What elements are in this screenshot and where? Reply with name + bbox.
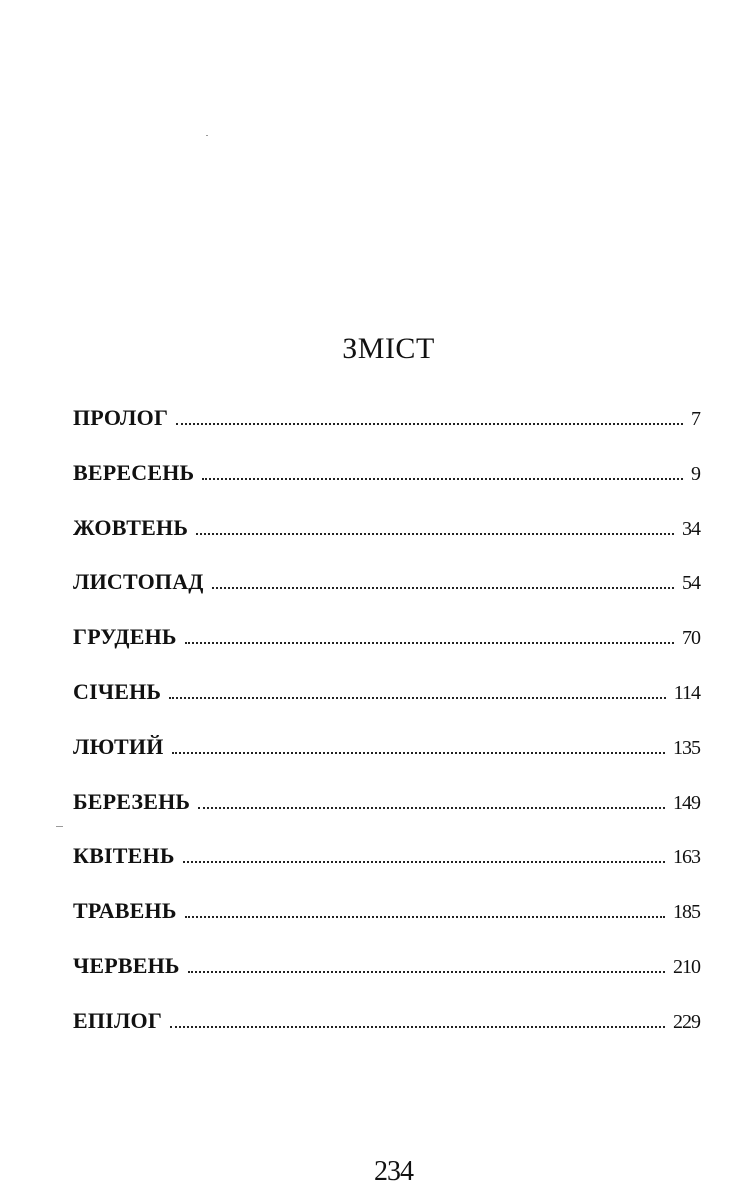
toc-entry-label: ЖОВТЕНЬ — [73, 514, 189, 540]
toc-entry-label: ПРОЛОГ — [73, 405, 169, 430]
toc-entry-label: ЕПІЛОГ — [73, 1007, 163, 1033]
dot-leader — [196, 533, 674, 535]
dot-leader — [185, 916, 665, 918]
toc-entry-may — [73, 898, 700, 953]
toc-entry-label: ГРУДЕНЬ — [73, 624, 177, 650]
toc-entry-page: 7 — [691, 408, 700, 430]
toc-entry-september — [73, 460, 700, 515]
scan-speck — [56, 826, 63, 827]
dot-leader — [212, 587, 674, 589]
toc-entry-november — [73, 569, 700, 624]
toc-entry-march — [73, 789, 700, 844]
dot-leader — [170, 1026, 665, 1028]
toc-entry-page: 114 — [673, 681, 700, 704]
dot-leader — [172, 752, 665, 754]
toc-entry-label: КВІТЕНЬ — [73, 843, 175, 869]
toc-entry-label: ЛИСТОПАД — [73, 569, 204, 595]
toc-entry-page: 229 — [673, 1010, 700, 1033]
toc-entry-april — [73, 843, 700, 898]
toc-entry-page: 210 — [673, 955, 700, 978]
toc-entry-label: СІЧЕНЬ — [73, 678, 162, 704]
page-title: ЗМІСТ — [342, 332, 435, 366]
toc-entry-page: 185 — [673, 901, 700, 924]
toc-entry-page: 34 — [682, 517, 700, 540]
page-number: 234 — [374, 1156, 413, 1187]
toc-entry-january — [73, 679, 700, 734]
toc-entry-label: ТРАВЕНЬ — [73, 898, 177, 924]
dot-leader — [185, 642, 674, 644]
toc-entry-page: 54 — [682, 572, 700, 595]
dot-leader — [198, 807, 665, 809]
toc-entry-page: 135 — [673, 736, 700, 759]
toc-entry-october — [73, 515, 700, 570]
toc-entry-february — [73, 734, 700, 789]
dot-leader — [183, 861, 665, 863]
toc-entry-label: ЧЕРВЕНЬ — [73, 952, 180, 978]
dot-leader — [169, 697, 666, 699]
toc-entry-page: 9 — [691, 462, 700, 485]
dot-leader — [188, 971, 665, 973]
toc-entry-label: ЛЮТИЙ — [73, 733, 164, 759]
toc-entry-june — [73, 953, 700, 1008]
scan-speck — [206, 135, 208, 136]
dot-leader — [202, 478, 683, 480]
toc-entry-label: БЕРЕЗЕНЬ — [73, 788, 191, 814]
toc-entry-page: 163 — [673, 846, 700, 869]
toc-entry-page: 70 — [682, 627, 700, 650]
dot-leader — [176, 423, 683, 425]
toc-entry-label: ВЕРЕСЕНЬ — [73, 459, 195, 485]
toc-entry-epilogue — [73, 1008, 700, 1063]
toc-entry-prologue — [73, 405, 700, 460]
toc-entry-december — [73, 624, 700, 679]
table-of-contents — [73, 405, 700, 1063]
toc-entry-page: 149 — [673, 791, 700, 814]
